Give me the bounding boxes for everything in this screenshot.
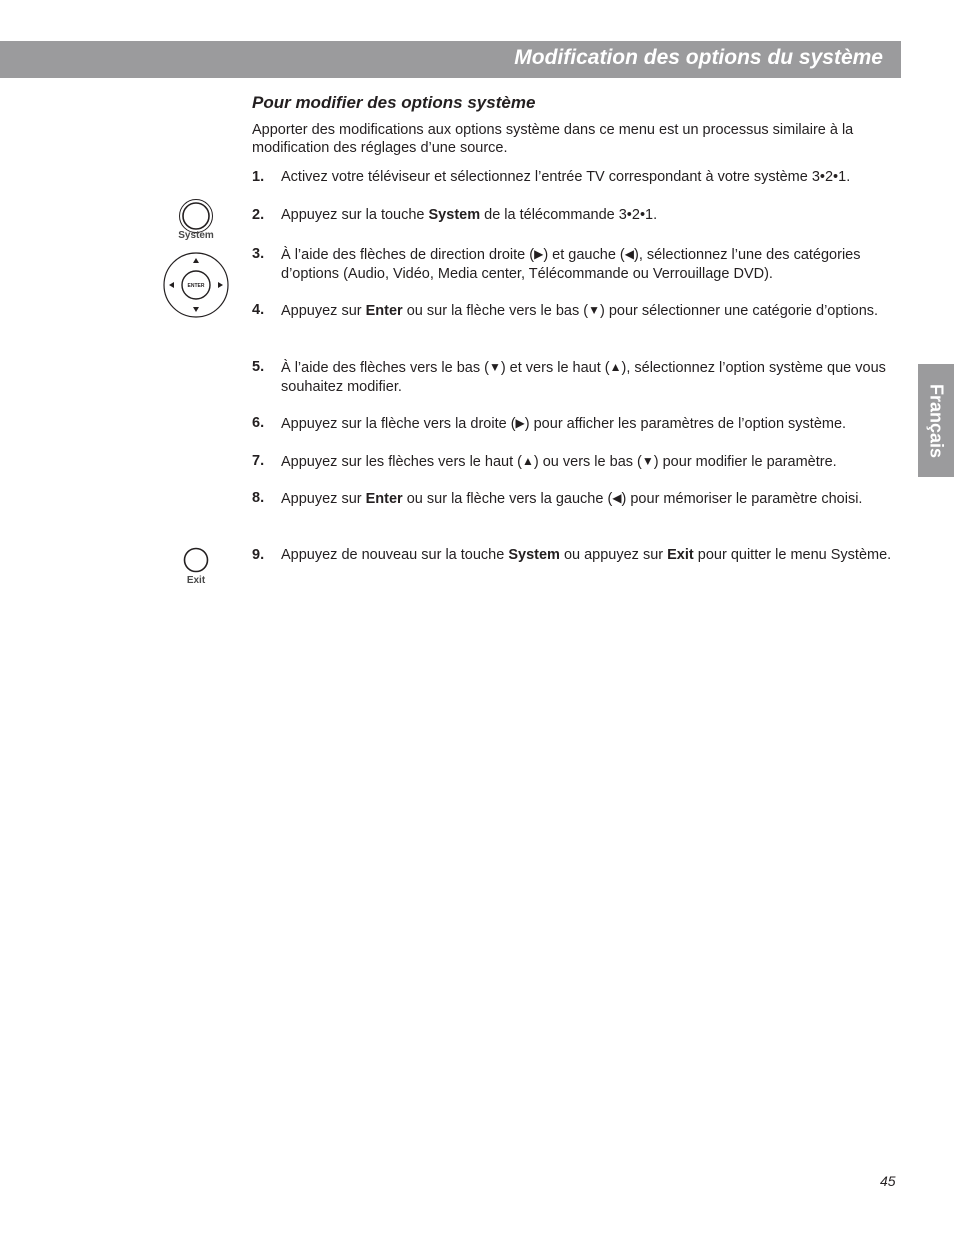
step-text-fragment: À l’aide des flèches de direction droite ( xyxy=(281,247,535,263)
step-text xyxy=(281,489,902,509)
step-number: 9. xyxy=(252,547,265,563)
page-number: 45 xyxy=(880,1173,896,1189)
step-text xyxy=(281,414,902,434)
step-text xyxy=(281,206,902,225)
arrow-icon: ▼ xyxy=(588,303,600,317)
header-bar xyxy=(0,41,901,78)
nav-left-arrow-icon xyxy=(169,282,174,288)
step-item xyxy=(252,301,902,321)
step-text-fragment: ) et vers le haut ( xyxy=(500,360,610,376)
enter-label: ENTER xyxy=(187,283,205,289)
step-key-name: System xyxy=(428,207,481,223)
step-text-fragment: À l’aide des flèches vers le bas ( xyxy=(281,360,489,376)
step-text-fragment: ) pour sélectionner une catégorie d’options. xyxy=(599,303,879,319)
step-item xyxy=(252,168,902,187)
step-text-fragment: ) pour afficher les paramètres de l’option système. xyxy=(524,416,847,432)
step-text xyxy=(281,168,902,187)
step-key-name: Exit xyxy=(667,547,694,563)
arrow-icon: ▲ xyxy=(521,454,534,468)
step-number: 8. xyxy=(252,490,265,506)
step-number: 2. xyxy=(252,207,265,223)
step-text-fragment: Activez votre téléviseur et sélectionnez l’entrée TV correspondant à votre système 3•2•1. xyxy=(281,169,851,185)
step-key-name: System xyxy=(508,547,560,563)
step-item xyxy=(252,206,902,225)
arrow-icon: ▲ xyxy=(609,360,622,374)
arrow-icon: ▶ xyxy=(515,416,525,430)
step-text-fragment: Appuyez sur la flèche vers la droite ( xyxy=(281,416,516,432)
step-text-fragment: Appuyez sur les flèches vers le haut ( xyxy=(281,454,522,470)
language-tab-label: Français xyxy=(926,383,947,458)
step-text-fragment: ou appuyez sur xyxy=(559,547,668,563)
step-text-fragment: Appuyez de nouveau sur la touche xyxy=(281,547,509,563)
step-text-fragment: ) et gauche ( xyxy=(543,247,625,263)
step-text-fragment: ), sélectionnez l’option système que vous souhaitez modifier. xyxy=(281,360,886,395)
exit-button-icon xyxy=(183,547,209,573)
step-number: 6. xyxy=(252,415,265,431)
step-key-name: Enter xyxy=(365,303,403,319)
system-button-icon xyxy=(178,198,214,234)
step-item xyxy=(252,489,902,509)
page-title: Modification des options du système xyxy=(514,46,883,69)
arrow-icon: ▼ xyxy=(641,454,654,468)
step-text-fragment: ) ou vers le bas ( xyxy=(533,454,642,470)
step-item xyxy=(252,245,902,283)
arrow-icon: ▶ xyxy=(534,247,544,261)
step-text-fragment: ou sur la flèche vers la gauche ( xyxy=(402,491,613,507)
step-text-fragment: Appuyez sur la touche xyxy=(281,207,429,223)
step-number: 4. xyxy=(252,302,265,318)
step-text xyxy=(281,301,902,321)
step-key-name: Enter xyxy=(365,491,403,507)
step-text-fragment: de la télécommande 3•2•1. xyxy=(480,207,658,223)
nav-right-arrow-icon xyxy=(218,282,223,288)
step-item xyxy=(252,546,902,565)
arrow-icon: ◀ xyxy=(624,247,634,261)
step-text-fragment: ) pour mémoriser le paramètre choisi. xyxy=(621,491,863,507)
step-text-fragment: pour quitter le menu Système. xyxy=(693,547,892,563)
step-item xyxy=(252,358,902,396)
nav-down-arrow-icon xyxy=(193,307,199,312)
step-number: 7. xyxy=(252,453,265,469)
step-number: 1. xyxy=(252,169,265,185)
step-text-fragment: ) pour modifier le paramètre. xyxy=(653,454,837,470)
step-text-fragment: Appuyez sur xyxy=(281,303,366,319)
step-text xyxy=(281,358,902,396)
step-text xyxy=(281,452,902,472)
arrow-icon: ▼ xyxy=(488,360,501,374)
nav-up-arrow-icon xyxy=(193,258,199,263)
step-item xyxy=(252,414,902,434)
step-text-fragment: ou sur la flèche vers le bas ( xyxy=(402,303,589,319)
step-number: 5. xyxy=(252,359,265,375)
step-number: 3. xyxy=(252,246,265,262)
navigation-pad-icon xyxy=(162,252,230,318)
step-item xyxy=(252,452,902,472)
step-text-fragment: ), sélectionnez l’une des catégories d’options (Audio, Vidéo, Media center, Télécommande ou Verrouillage DVD). xyxy=(281,247,861,282)
language-tab xyxy=(918,364,954,477)
section-intro: Apporter des modifications aux options système dans ce menu est un processus similaire à la modification des réglages d’une source. xyxy=(252,122,854,156)
step-text xyxy=(281,546,902,565)
step-text-fragment: Appuyez sur xyxy=(281,491,366,507)
step-text xyxy=(281,245,902,283)
section-title: Pour modifier des options système xyxy=(252,93,536,112)
arrow-icon: ◀ xyxy=(612,491,622,505)
system-button-label: System xyxy=(178,230,214,241)
exit-button-label: Exit xyxy=(186,575,206,586)
